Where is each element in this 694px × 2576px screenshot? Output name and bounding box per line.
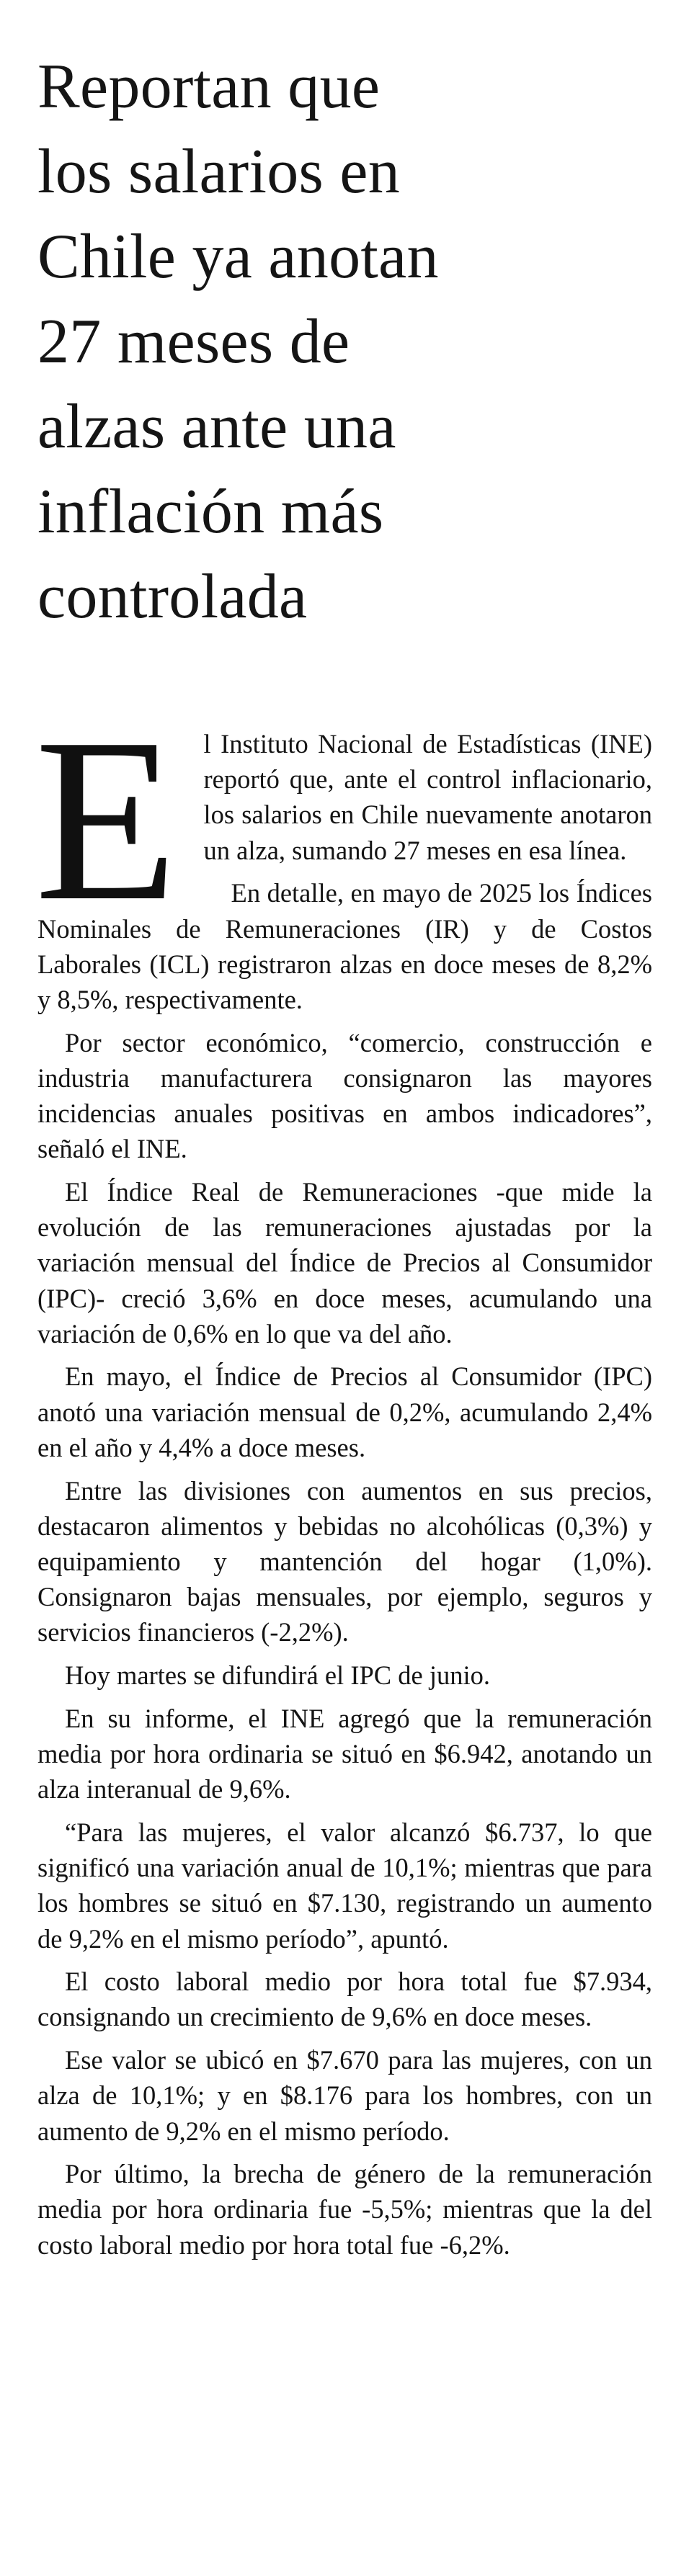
headline-line: controlada	[37, 562, 308, 632]
paragraph: En mayo, el Índice de Precios al Consumidor (IPC) anotó una variación mensual de 0,2%, acumulando 2,4% en el año y 4,4% a doce meses.	[37, 1361, 652, 1462]
paragraph: El costo laboral medio por hora total fue $7.934, consignando un crecimiento de 9,6% en doce meses.	[37, 1967, 652, 2032]
drop-cap: E	[35, 690, 178, 949]
lead-paragraph-text: l Instituto Nacional de Estadísticas (INE) reportó que, ante el control inflacionario, los salarios en Chile nuevamente anotaron un alza, sumando 27 meses en esa línea.	[203, 729, 652, 865]
paragraph: El Índice Real de Remuneraciones -que mide la evolución de las remuneraciones ajustadas por la variación mensual del Índice de Precios al Consumidor (IPC)- creció 3,6% en doce meses, acumulando una variación de 0,6% en lo que va del año.	[37, 1176, 652, 1349]
paragraph: Hoy martes se difundirá el IPC de junio.	[65, 1660, 490, 1691]
headline-line: alzas ante una	[37, 392, 396, 462]
paragraph: En detalle, en mayo de 2025 los Índices Nominales de Remuneraciones (IR) y de Costos Laborales (ICL) registraron alzas en doce meses de 8,2% y 8,5%, respectivamente.	[37, 878, 652, 1014]
paragraph: En su informe, el INE agregó que la remuneración media por hora ordinaria se situó en $6.942, anotando un alza interanual de 9,6%.	[37, 1703, 652, 1804]
headline-line: Reportan que	[37, 52, 381, 122]
headline	[37, 45, 652, 640]
paragraph: Entre las divisiones con aumentos en sus precios, destacaron alimentos y bebidas no alcohólicas (0,3%) y equipamiento y mantención del hogar (1,0%). Consignaron bajas mensuales, por ejemplo, seguros y servicios financieros (-2,2%).	[37, 1475, 652, 1647]
headline-line: 27 meses de	[37, 307, 350, 377]
paragraph: Por último, la brecha de género de la remuneración media por hora ordinaria fue -5,5%; mientras que la del costo laboral medio por hora total fue -6,2%.	[37, 2159, 652, 2260]
article-body	[35, 690, 652, 2263]
headline-line: los salarios en	[37, 137, 401, 207]
headline-line: Chile ya anotan	[37, 222, 439, 292]
headline-line: inflación más	[37, 477, 384, 547]
paragraph: “Para las mujeres, el valor alcanzó $6.737, lo que significó una variación anual de 10,1%; mientras que para los hombres se situó en $7.130, registrando un aumento de 9,2% en el mismo período”, apuntó.	[37, 1817, 652, 1954]
paragraph: Ese valor se ubicó en $7.670 para las mujeres, con un alza de 10,1%; y en $8.176 para los hombres, con un aumento de 9,2% en el mismo período.	[37, 2045, 652, 2146]
paragraph: Por sector económico, “comercio, construcción e industria manufacturera consignaron las mayores incidencias anuales positivas en ambos indicadores”, señaló el INE.	[37, 1027, 652, 1164]
